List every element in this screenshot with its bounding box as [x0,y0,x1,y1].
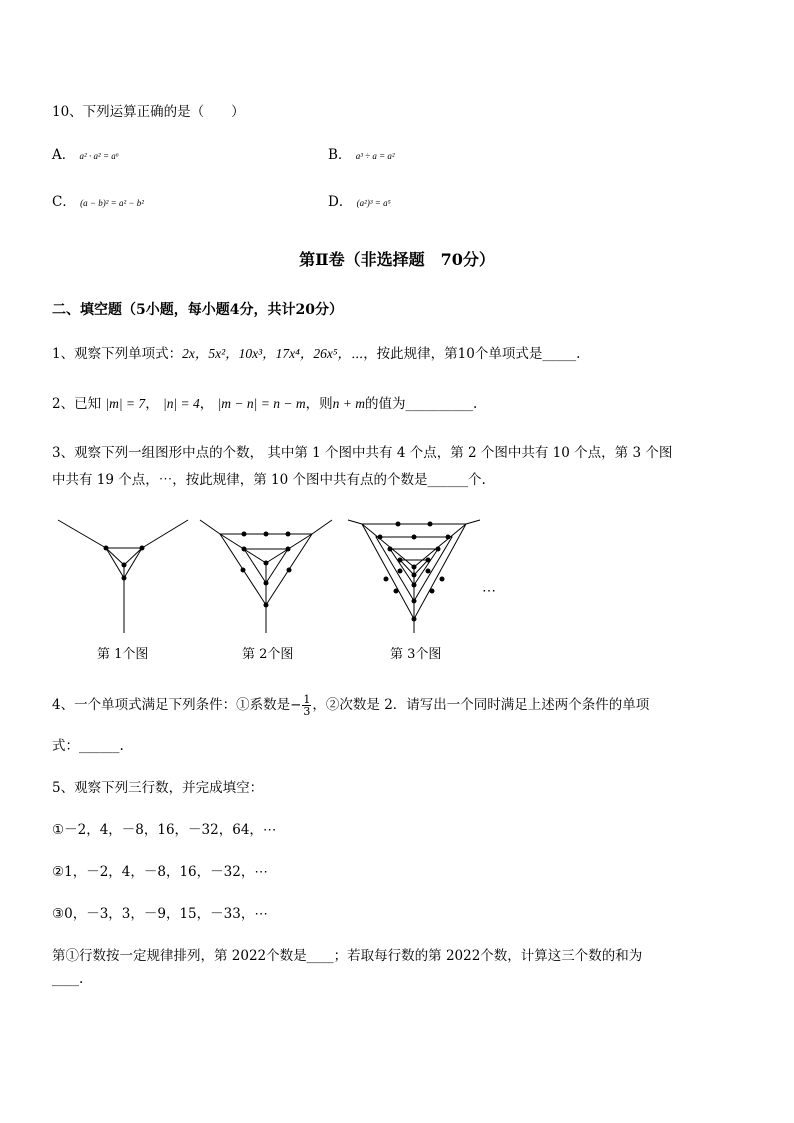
figure-ellipsis: ⋯ [482,583,496,599]
option-b-label: B． [328,147,352,163]
figure-1-caption: 第 1个图 [97,647,149,662]
option-a-label: A． [52,147,76,163]
option-c-math: (a − b)² = a² − b² [80,198,144,208]
q2-end: 的值为__________. [364,396,478,412]
section-heading: 二、填空题（5小题，每小题4分，共计20分） [52,302,343,318]
option-d-label: D． [328,194,353,210]
figure-2 [200,520,332,633]
q5-row-1: ①－2，4，－8，16，－32，64，⋯ [52,822,277,838]
q4-part1: 4、一个单项式满足下列条件：①系数是 [52,697,291,713]
figure-3-caption: 第 3个图 [390,647,442,662]
q10-stem: 10、下列运算正确的是（ ） [52,104,245,120]
q4-part2: ，②次数是 2．请写出一个同时满足上述两个条件的单项 [312,697,650,713]
q10-option-b [328,143,395,163]
q4-numerator: 1 [303,693,311,706]
option-c-label: C． [52,194,76,210]
q2-mn-abs: |m − n| = n − m [217,396,306,411]
q4-minus: − [290,697,302,713]
q10-option-c [52,190,144,210]
question-2: 2、已知 |m| = 7， |n| = 4， |m − n| = n − m，则n + m的值为__________. [52,396,478,412]
q2-then: ，则 [305,396,333,412]
q1-suffix: ，按此规律，第10个单项式是_____. [363,346,581,362]
q4-denominator: 3 [303,705,311,718]
q4-fraction [302,694,311,717]
option-d-math: (a²)³ = a⁵ [356,198,391,208]
q5-row-3: ③0，－3，3，－9，15，－33，⋯ [52,906,268,922]
option-b-math: a³ ÷ a = a² [355,151,395,161]
q2-expr: n + m [332,396,365,411]
question-1 [52,342,580,362]
q1-prefix: 1、观察下列单项式： [52,346,183,362]
q5-question-line-2: ____. [52,971,84,987]
q10-option-d [328,190,391,210]
q5-question-line-1: 第①行数按一定规律排列，第 2022个数是____；若取每行数的第 2022个数，计算这三个数的和为 [52,948,643,964]
question-5-stem: 5、观察下列三行数，并完成填空： [52,780,264,796]
question-4-line-2: 式：______. [52,738,124,754]
option-a-math: a² · a² = a⁶ [79,151,119,161]
figure-2-caption: 第 2个图 [242,647,294,662]
question-3-line-1: 3、观察下列一组图形中点的个数， 其中第 1 个图中共有 4 个点，第 2 个图中共有 10 个点，第 3 个图 [52,445,673,461]
question-4-line-1 [52,693,649,717]
q2-prefix: 2、已知 [52,396,102,412]
q1-sequence: 2x，5x²，10x³，17x⁴，26x⁵，⋯ [182,346,364,361]
q2-n-abs: |n| = 4 [162,396,200,411]
q2-m-abs: |m| = 7 [105,396,146,411]
question-3-line-2: 中共有 19 个点，⋯，按此规律，第 10 个图中共有点的个数是______个. [52,472,486,488]
q10-option-a [52,143,119,163]
q3-figures [0,505,794,670]
q5-row-2: ②1，－2，4，－8，16，－32，⋯ [52,864,268,880]
section-title: 第Ⅱ卷（非选择题 70分） [299,250,495,269]
